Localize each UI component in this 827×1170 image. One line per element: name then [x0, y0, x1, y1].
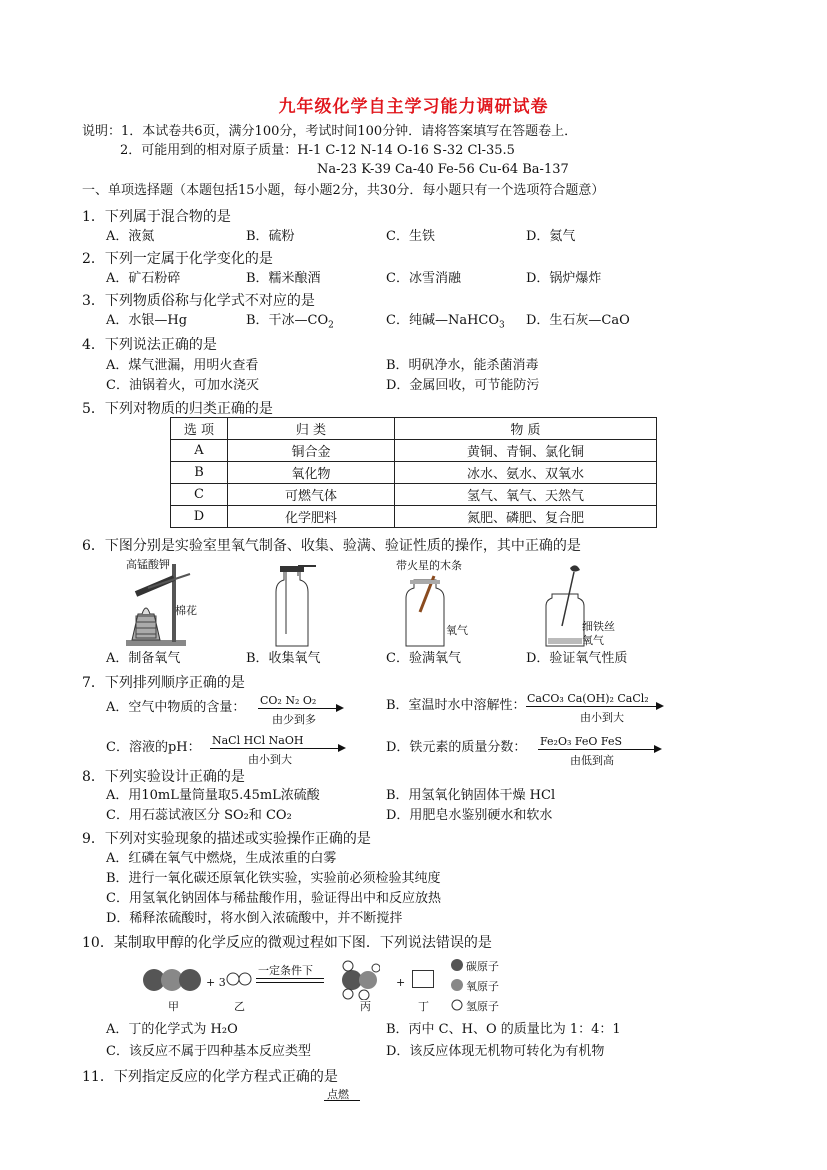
q6-option-a: A．制备氧气 [106, 651, 181, 666]
reaction-equals-line [256, 982, 324, 983]
q11-stem: 11．下列指定反应的化学方程式正确的是 [82, 1069, 338, 1085]
coefficient-3: + 3 [206, 976, 226, 989]
q9-option-d: D．稀释浓硫酸时，将水倒入浓硫酸中，并不断搅拌 [106, 911, 403, 926]
q1-option-c: C．生铁 [386, 229, 435, 244]
table-cell: C [171, 484, 228, 506]
q6-option-d: D．验证氧气性质 [526, 651, 628, 666]
table-cell: 氧化物 [228, 462, 395, 484]
table-header: 选 项 [171, 418, 228, 440]
q7-a-direction: 由少到多 [272, 713, 316, 726]
table-cell: 黄铜、青铜、氯化铜 [395, 440, 657, 462]
table-row [171, 484, 657, 506]
q4-option-a: A．煤气泄漏，用明火查看 [106, 358, 259, 373]
gas-bottle-drawing [262, 562, 322, 648]
table-header: 归 类 [228, 418, 395, 440]
arrow-head [654, 745, 662, 753]
q1-option-d: D．氦气 [526, 229, 576, 244]
table-cell: D [171, 506, 228, 528]
molecule-yi [226, 970, 252, 988]
q10-option-c: C．该反应不属于四种基本反应类型 [106, 1044, 311, 1059]
q6-stem: 6．下图分别是实验室里氧气制备、收集、验满、验证性质的操作，其中正确的是 [82, 538, 581, 554]
arrow-line [258, 708, 338, 709]
page-title: 九年级化学自主学习能力调研试卷 [278, 97, 549, 117]
q6-option-c: C．验满氧气 [386, 651, 461, 666]
note-line-3: Na-23 K-39 Ca-40 Fe-56 Cu-64 Ba-137 [317, 162, 569, 177]
q2-stem: 2．下列一定属于化学变化的是 [82, 251, 273, 267]
table-cell: B [171, 462, 228, 484]
table-cell: 铜合金 [228, 440, 395, 462]
q1-stem: 1．下列属于混合物的是 [82, 209, 231, 225]
q11-condition: 点燃 [327, 1088, 349, 1101]
q4-option-d: D．金属回收，可节能防污 [386, 378, 540, 393]
q10-option-d: D．该反应体现无机物可转化为有机物 [386, 1044, 605, 1059]
q9-option-a: A．红磷在氧气中燃烧，生成浓重的白雾 [106, 851, 337, 866]
label-jia: 甲 [168, 1000, 179, 1013]
table-row [171, 440, 657, 462]
label-fine-iron-wire: 细铁丝 [582, 620, 615, 633]
q6-option-b: B．收集氧气 [246, 651, 321, 666]
q7-option-a: A．空气中物质的含量： [106, 700, 246, 715]
reaction-condition: 一定条件下 [258, 964, 313, 977]
q7-stem: 7．下列排列顺序正确的是 [82, 675, 245, 691]
note-line-1: 说明：1．本试卷共6页，满分100分，考试时间100分钟．请将答案填写在答题卷上． [82, 124, 578, 139]
plus-sign: + [396, 976, 406, 989]
classification-table [170, 417, 657, 528]
q2-option-b: B．糯米酿酒 [246, 271, 321, 286]
q10-option-a: A．丁的化学式为 H₂O [106, 1022, 238, 1037]
note-line-2: 2．可能用到的相对原子质量：H-1 C-12 N-14 O-16 S-32 Cl-35.5 [120, 143, 515, 158]
q7-b-order: CaCO₃ Ca(OH)₂ CaCl₂ [527, 692, 649, 705]
molecule-bing [340, 960, 380, 1000]
label-glowing-splint: 带火星的木条 [396, 559, 462, 572]
q2-option-a: A．矿石粉碎 [106, 271, 181, 286]
q9-stem: 9．下列对实验现象的描述或实验操作正确的是 [82, 831, 371, 847]
table-cell: 氮肥、磷肥、复合肥 [395, 506, 657, 528]
q3-option-c: C．纯碱—NaHCO$_3$ [386, 313, 505, 331]
collection-bottle-drawing [400, 572, 450, 648]
label-cotton: 棉花 [175, 604, 197, 617]
q3-option-b: B．干冰$—CO_2$ [246, 313, 334, 331]
table-row [171, 462, 657, 484]
q2-option-d: D．锅炉爆炸 [526, 271, 602, 286]
equation-line [324, 1100, 360, 1101]
q7-option-d: D．铁元素的质量分数： [386, 740, 527, 755]
q3-stem: 3．下列物质俗称与化学式不对应的是 [82, 293, 315, 309]
q2-option-c: C．冰雪消融 [386, 271, 461, 286]
q7-b-direction: 由小到大 [580, 711, 624, 724]
table-cell: 可燃气体 [228, 484, 395, 506]
q8-option-a: A．用10mL量筒量取5.45mL浓硫酸 [106, 788, 320, 803]
arrow-head [336, 704, 344, 712]
arrow-head [656, 702, 664, 710]
table-header-row [171, 418, 657, 440]
legend-oxygen-atom: 氧原子 [466, 980, 499, 993]
q7-d-direction: 由低到高 [570, 754, 614, 767]
section-heading: 一、单项选择题（本题包括15小题，每小题2分，共30分．每小题只有一个选项符合题意） [82, 183, 605, 198]
q4-option-c: C．油锅着火，可加水浇灭 [106, 378, 259, 393]
q9-option-b: B．进行一氧化碳还原氧化铁实验，实验前必须检验其纯度 [106, 871, 441, 886]
q5-stem: 5．下列对物质的归类正确的是 [82, 401, 273, 417]
unknown-box [412, 970, 434, 988]
q1-option-b: B．硫粉 [246, 229, 295, 244]
arrow-head [338, 744, 346, 752]
label-oxygen-2: 氧气 [582, 634, 604, 647]
table-header: 物 质 [395, 418, 657, 440]
table-cell: 氢气、氧气、天然气 [395, 484, 657, 506]
arrow-line [526, 706, 658, 707]
q3-option-d: D．生石灰—CaO [526, 313, 630, 328]
legend-carbon-atom: 碳原子 [466, 960, 499, 973]
q7-option-b: B．室温时水中溶解性： [386, 698, 526, 713]
q7-d-order: Fe₂O₃ FeO FeS [540, 735, 623, 748]
q7-a-order: CO₂ N₂ O₂ [260, 694, 317, 707]
legend-hydrogen-atom: 氢原子 [466, 1000, 499, 1013]
label-yi: 乙 [234, 1000, 245, 1013]
q10-stem: 10．某制取甲醇的化学反应的微观过程如下图．下列说法错误的是 [82, 935, 492, 951]
q7-c-order: NaCl HCl NaOH [212, 734, 304, 747]
q4-stem: 4．下列说法正确的是 [82, 337, 217, 353]
legend-markers [450, 958, 464, 1012]
label-ding: 丁 [418, 1000, 429, 1013]
q7-option-c: C．溶液的pH： [106, 740, 201, 755]
label-bing: 丙 [360, 1000, 371, 1013]
table-cell: A [171, 440, 228, 462]
table-cell: 冰水、氨水、双氧水 [395, 462, 657, 484]
molecule-jia [140, 962, 206, 998]
q7-c-direction: 由小到大 [248, 753, 292, 766]
q8-option-b: B．用氢氧化钠固体干燥 HCl [386, 788, 556, 803]
label-potassium-permanganate: 高锰酸钾 [126, 558, 170, 571]
q8-stem: 8．下列实验设计正确的是 [82, 769, 245, 785]
q3-option-a: A．水银—Hg [106, 313, 188, 328]
q10-option-b: B．丙中 C、H、O 的质量比为 1：4：1 [386, 1022, 621, 1037]
label-oxygen-1: 氧气 [446, 624, 468, 637]
table-row [171, 506, 657, 528]
arrow-line [538, 749, 656, 750]
q1-option-a: A．液氮 [106, 229, 155, 244]
q9-option-c: C．用氢氧化钠固体与稀盐酸作用，验证得出中和反应放热 [106, 891, 441, 906]
q8-option-c: C．用石蕊试液区分 SO₂和 CO₂ [106, 808, 292, 823]
arrow-line [210, 748, 340, 749]
q8-option-d: D．用肥皂水鉴别硬水和软水 [386, 808, 553, 823]
table-cell: 化学肥料 [228, 506, 395, 528]
reaction-equals-line [256, 978, 324, 979]
q4-option-b: B．明矾净水，能杀菌消毒 [386, 358, 539, 373]
